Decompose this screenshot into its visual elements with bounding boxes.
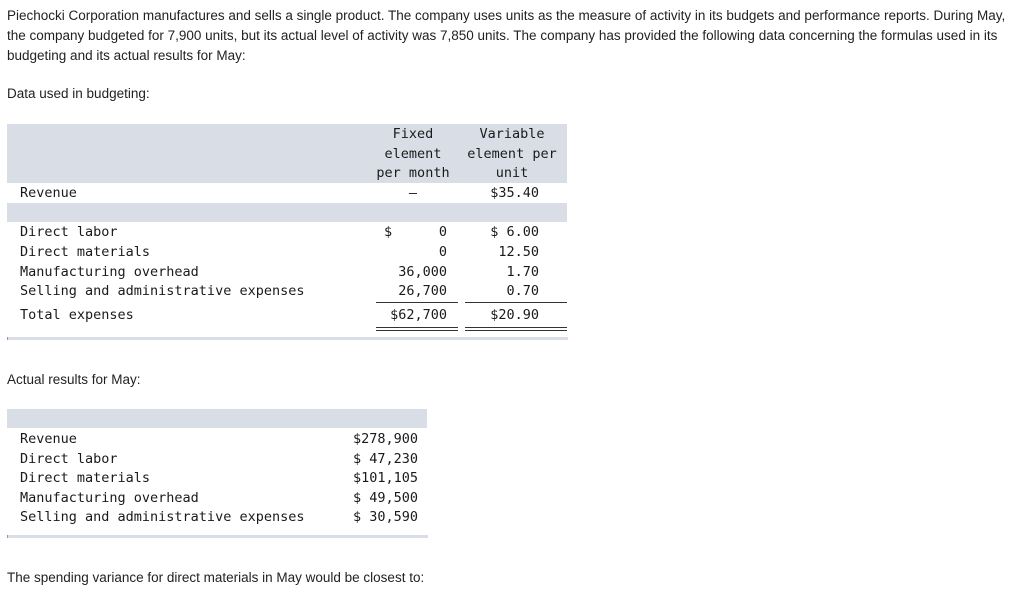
col-header-variable-3: unit <box>495 165 529 181</box>
subtotal-rule-variable <box>465 302 567 303</box>
actual-label-direct-labor: Direct labor <box>20 451 118 467</box>
actual-value-revenue: $278,900 <box>352 431 418 447</box>
direct-materials-fixed: 0 <box>438 244 447 260</box>
actual-value-manufacturing-overhead: $ 49,500 <box>352 490 418 506</box>
actual-label-selling-admin: Selling and administrative expenses <box>20 509 305 525</box>
table-bottom-edge <box>7 337 568 340</box>
col-header-fixed-3: per month <box>376 165 450 181</box>
total-double-rule-variable-1 <box>465 327 567 328</box>
total-double-rule-fixed-1 <box>376 327 458 328</box>
manufacturing-overhead-variable: 1.70 <box>506 264 539 280</box>
table-header-band <box>7 409 427 428</box>
direct-materials-variable: 12.50 <box>498 244 539 260</box>
row-label-direct-labor: Direct labor <box>20 224 118 240</box>
col-header-fixed-1: Fixed <box>392 126 434 142</box>
total-double-rule-variable-2 <box>465 330 567 331</box>
actual-value-direct-materials: $101,105 <box>352 470 418 486</box>
manufacturing-overhead-fixed: 36,000 <box>398 264 447 280</box>
table-bottom-edge <box>7 535 428 538</box>
total-expenses-fixed: $62,700 <box>390 307 447 323</box>
budget-formula-table <box>7 124 567 346</box>
row-label-revenue: Revenue <box>20 185 77 201</box>
fixed-dollar-sign: $ <box>384 224 393 240</box>
direct-labor-fixed: 0 <box>438 224 447 240</box>
col-header-variable-1: Variable <box>479 126 545 142</box>
actual-results-table <box>7 409 427 544</box>
actual-value-direct-labor: $ 47,230 <box>352 451 418 467</box>
col-header-fixed-2: element <box>384 146 442 162</box>
selling-admin-fixed: 26,700 <box>398 283 447 299</box>
subtotal-rule-fixed <box>376 302 458 303</box>
actual-label-manufacturing-overhead: Manufacturing overhead <box>20 490 199 506</box>
problem-statement: Piechocki Corporation manufactures and sells a single product. The company uses units as the measure of activity in its budgets and performance reports. During May, the company budgeted for 7,900 units, but its actual level of activity was 7,850 units. The company has provided the following data concerning the formulas used in its budgeting and its actual results for May: <box>7 8 1006 63</box>
revenue-fixed: – <box>408 185 418 201</box>
revenue-variable: $35.40 <box>490 185 539 201</box>
total-expenses-variable: $20.90 <box>490 307 539 323</box>
budget-data-label: Data used in budgeting: <box>7 86 150 101</box>
actual-label-direct-materials: Direct materials <box>20 470 151 486</box>
question-text: The spending variance for direct materials in May would be closest to: <box>7 570 425 585</box>
row-label-manufacturing-overhead: Manufacturing overhead <box>20 264 199 280</box>
col-header-variable-2: element per <box>467 146 557 162</box>
row-label-selling-admin: Selling and administrative expenses <box>20 283 305 299</box>
row-label-total-expenses: Total expenses <box>20 307 134 323</box>
actual-value-selling-admin: $ 30,590 <box>352 509 418 525</box>
table-stripe <box>7 203 567 222</box>
actual-label-revenue: Revenue <box>20 431 77 447</box>
actual-results-label: Actual results for May: <box>7 372 141 387</box>
selling-admin-variable: 0.70 <box>506 283 539 299</box>
row-label-direct-materials: Direct materials <box>20 244 151 260</box>
total-double-rule-fixed-2 <box>376 330 458 331</box>
direct-labor-variable: $ 6.00 <box>490 224 539 240</box>
